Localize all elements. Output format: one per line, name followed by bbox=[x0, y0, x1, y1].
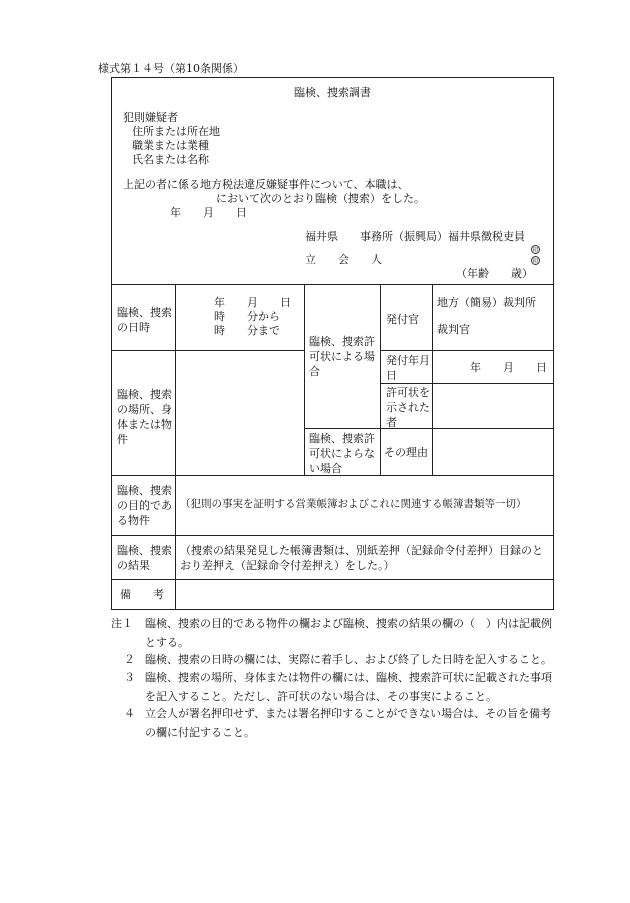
time-end-field: 時 分まで bbox=[214, 324, 280, 337]
divider bbox=[380, 383, 553, 384]
purpose-value: （犯則の事実を証明する営業帳簿およびこれに関連する帳簿書類等一切） bbox=[180, 498, 527, 510]
time-date-field: 年 月 日 bbox=[214, 296, 291, 309]
statement-date: 年 月 日 bbox=[170, 206, 247, 219]
issuer-judge-field: 裁判官 bbox=[437, 323, 470, 336]
purpose-label: 臨検、捜索の目的である物件 bbox=[117, 484, 172, 527]
note-number: 注１ bbox=[111, 617, 133, 630]
warrant-label: 臨検、捜索許可状による場合 bbox=[309, 335, 375, 378]
result-value: （捜索の結果発見した帳簿書類は、別紙差押（記録命令付差押）目録のとおり差押え（記録命令付差押え）をした。） bbox=[180, 544, 543, 572]
note-number: ４ bbox=[124, 707, 135, 720]
remarks-label: 備 考 bbox=[120, 588, 164, 601]
form-number: 様式第１４号（第10条関係） bbox=[98, 62, 244, 75]
result-label: 臨検、捜索の結果 bbox=[117, 544, 172, 572]
no-warrant-label: 臨検、捜索許可状によらない場合 bbox=[309, 432, 375, 475]
statement-line-1: 上記の者に係る地方税法違反嫌疑事件について、本職は、 bbox=[123, 178, 409, 191]
note-number: ２ bbox=[124, 653, 135, 666]
statement-line-2: において次のとおり臨検（捜索）をした。 bbox=[216, 192, 425, 205]
note-text: 立会人が署名押印せず、または署名押印することができない場合は、その旨を備考の欄に付記すること。 bbox=[145, 707, 552, 739]
time-label: 臨検、捜索の日時 bbox=[117, 306, 172, 334]
suspect-heading: 犯則嫌疑者 bbox=[123, 111, 178, 124]
suspect-address-label: 住所または所在地 bbox=[132, 125, 220, 138]
divider bbox=[380, 284, 381, 475]
note-text: 臨検、捜索の場所、身体または物件の欄には、臨検、捜索許可状に記載された事項を記入すること。ただし、許可状のない場合は、その事実によること。 bbox=[145, 671, 552, 703]
issuer-court-field: 地方（簡易）裁判所 bbox=[437, 296, 536, 309]
suspect-name-label: 氏名または名称 bbox=[132, 153, 209, 166]
divider bbox=[175, 284, 176, 610]
issuer-label: 発付官 bbox=[386, 313, 419, 326]
divider bbox=[112, 350, 304, 351]
place-label: 臨検、捜索の場所、身体または物件 bbox=[117, 388, 172, 446]
witness-age: （年齢 歳） bbox=[456, 267, 533, 280]
form-title: 臨検、捜索調書 bbox=[294, 86, 371, 99]
issue-date-label: 発付年月日 bbox=[386, 354, 430, 382]
witness-seal-mark: 印 bbox=[532, 258, 539, 265]
divider bbox=[112, 579, 553, 580]
official-seal-mark: 印 bbox=[532, 247, 539, 254]
issue-date-field: 年 月 日 bbox=[470, 361, 547, 374]
suspect-occupation-label: 職業または業種 bbox=[132, 139, 209, 152]
official-signature-label: 福井県 事務所（振興局）福井県徴税吏員 bbox=[305, 230, 525, 243]
divider bbox=[432, 284, 433, 475]
divider bbox=[112, 535, 553, 536]
shown-to-label: 許可状を示された者 bbox=[386, 386, 430, 429]
witness-label: 立 会 人 bbox=[305, 253, 382, 266]
divider bbox=[112, 284, 553, 285]
note-text: 臨検、捜索の目的である物件の欄および臨検、捜索の結果の欄の（ ）内は記載例とする。 bbox=[145, 617, 552, 649]
divider bbox=[304, 284, 305, 475]
investigation-record-form bbox=[111, 77, 554, 610]
divider bbox=[380, 350, 553, 351]
time-start-field: 時 分から bbox=[214, 310, 280, 323]
note-number: ３ bbox=[124, 671, 135, 684]
note-text: 臨検、捜索の日時の欄には、実際に着手し、および終了した日時を記入すること。 bbox=[145, 653, 552, 666]
reason-label: その理由 bbox=[384, 446, 428, 459]
